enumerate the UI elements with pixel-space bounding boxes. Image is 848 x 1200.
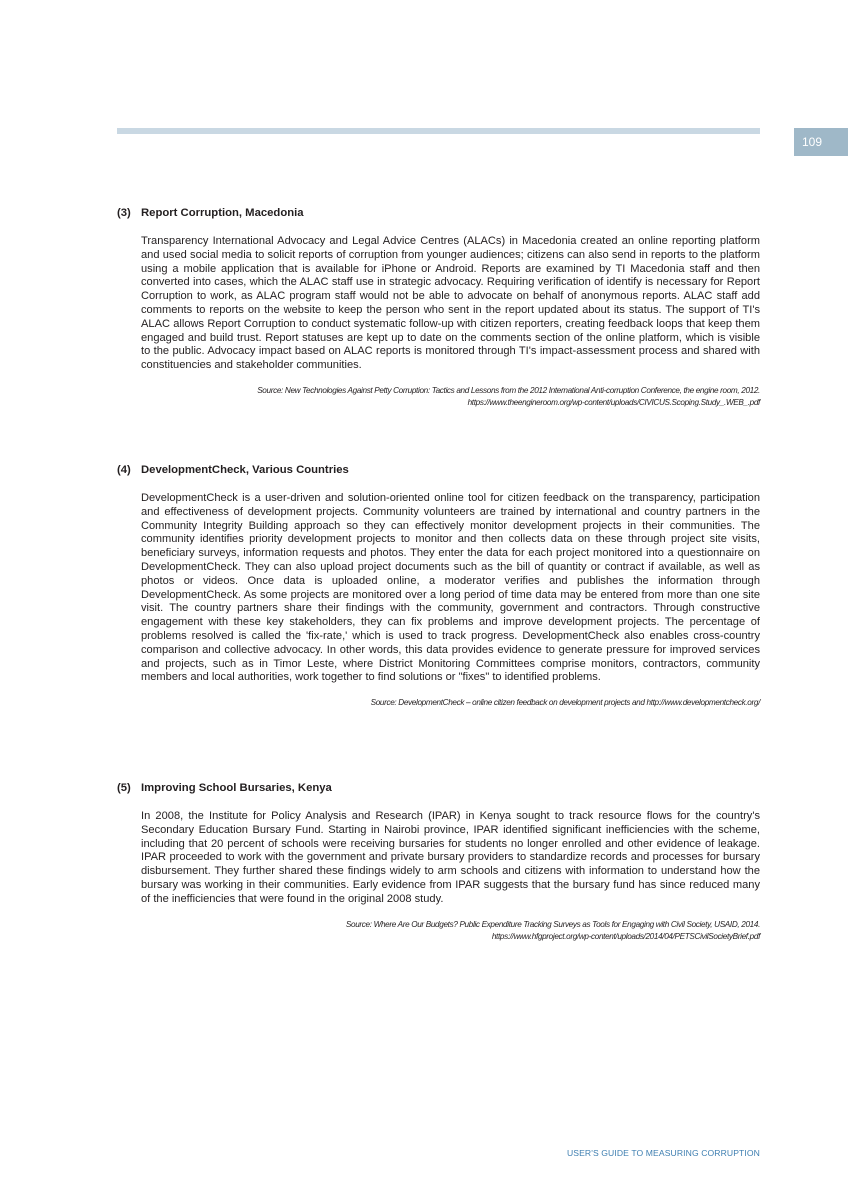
page-number-tab	[794, 128, 848, 156]
section-title: Improving School Bursaries, Kenya	[141, 782, 332, 794]
section-body: Transparency International Advocacy and Legal Advice Centres (ALACs) in Macedonia created an online reporting platform and used social media to solicit reports of corruption from younger audiences; citizens can also send in reports to the platform using a mobile application that is available for iPhone or Android. Reports are examined by TI Macedonia staff and then converted into cases, which the ALAC staff use in strategic advocacy. Requiring verification of identify is necessary for Report Corruption to work, as ALAC program staff would not be able to advocate on behalf of anonymous reports. ALAC staff add comments to reports on the website to keep the person who sent in the report updated about its status. The support of TI's ALAC allows Report Corruption to conduct systematic follow-up with citizen reporters, creating feedback loops that keep them engaged and build trust. Report statuses are kept up to date on the comments section of the online platform, which is visible to the public. Advocacy impact based on ALAC reports is monitored through TI's impact-assessment process and shared with constituencies and stakeholder communities.	[141, 235, 760, 372]
source-link[interactable]: https://www.hfgproject.org/wp-content/uploads/2014/04/PETSCivilSocietyBrief.pdf	[491, 931, 760, 941]
section-source	[141, 919, 760, 943]
section-body: DevelopmentCheck is a user-driven and solution-oriented online tool for citizen feedback on the transparency, participation and effectiveness of development projects. Community volunteers are trained by international and country partners in the Community Integrity Building approach so they can effectively monitor development projects in their communities. The community identifies priority development projects to monitor and then collects data on these through project site visits, beneficiary surveys, information requests and photos. They enter the data for each project monitored into a questionnaire on DevelopmentCheck. They can also upload project documents such as the bill of quantity or contract if available, as well as photos or videos. Once data is uploaded online, a moderator verifies and publishes the information through DevelopmentCheck. As some projects are monitored over a long period of time data may be entered from more than one site visit. The country partners share their findings with the community, government and contractors. Through constructive engagement with these key stakeholders, they can fix problems and improve development projects. The percentage of problems resolved is called the 'fix-rate,' which is used to track progress. DevelopmentCheck also enables cross-country comparison and collective advocacy. In other words, this data provides evidence to generate pressure for improved services and projects, such as in Timor Leste, where District Monitoring Committees comprise monitors, contractors, community members and local authorities, work together to find solutions or "fixes" to identified problems.	[141, 492, 760, 684]
case-section-report-corruption	[117, 206, 760, 409]
section-heading	[117, 206, 760, 220]
section-body: In 2008, the Institute for Policy Analysis and Research (IPAR) in Kenya sought to track resource flows for the country's Secondary Education Bursary Fund. Starting in Nairobi province, IPAR identified significant inefficiencies with the scheme, including that 20 percent of schools were receiving bursaries for students no longer enrolled and other evidence of leakage. IPAR proceeded to work with the government and private bursary providers to standardize records and processes for bursary disbursement. They further shared these findings widely to arm schools and citizens with information to understand how the bursary was working in their communities. Early evidence from IPAR suggests that the bursary fund has since reduced many of the inefficiencies that were found in the original 2008 study.	[141, 810, 760, 905]
case-section-developmentcheck	[117, 463, 760, 709]
section-title: Report Corruption, Macedonia	[141, 207, 304, 219]
page-number: 109	[802, 135, 823, 149]
section-number: (5)	[117, 782, 131, 794]
section-source	[141, 697, 760, 709]
section-number: (3)	[117, 207, 131, 219]
header-rule	[117, 128, 760, 134]
case-section-school-bursaries	[117, 781, 760, 943]
source-link[interactable]: https://www.theengineroom.org/wp-content/uploads/CIVICUS.Scoping.Study_.WEB_.pdf	[467, 397, 760, 407]
section-number: (4)	[117, 464, 131, 476]
section-title: DevelopmentCheck, Various Countries	[141, 464, 349, 476]
section-heading	[117, 463, 760, 477]
source-line: Source: New Technologies Against Petty Corruption: Tactics and Lessons from the 2012 International Anti-corruption Conference, the engine room, 2012.	[257, 385, 760, 395]
footer-title: USER'S GUIDE TO MEASURING CORRUPTION	[566, 1148, 760, 1158]
source-line: Source: Where Are Our Budgets? Public Expenditure Tracking Surveys as Tools for Engaging with Civil Society, USAID, 2014.	[345, 919, 760, 929]
section-heading	[117, 781, 760, 795]
source-line[interactable]: Source: DevelopmentCheck – online citizen feedback on development projects and http://www.developmentcheck.org/	[370, 698, 760, 708]
section-source	[141, 385, 760, 409]
